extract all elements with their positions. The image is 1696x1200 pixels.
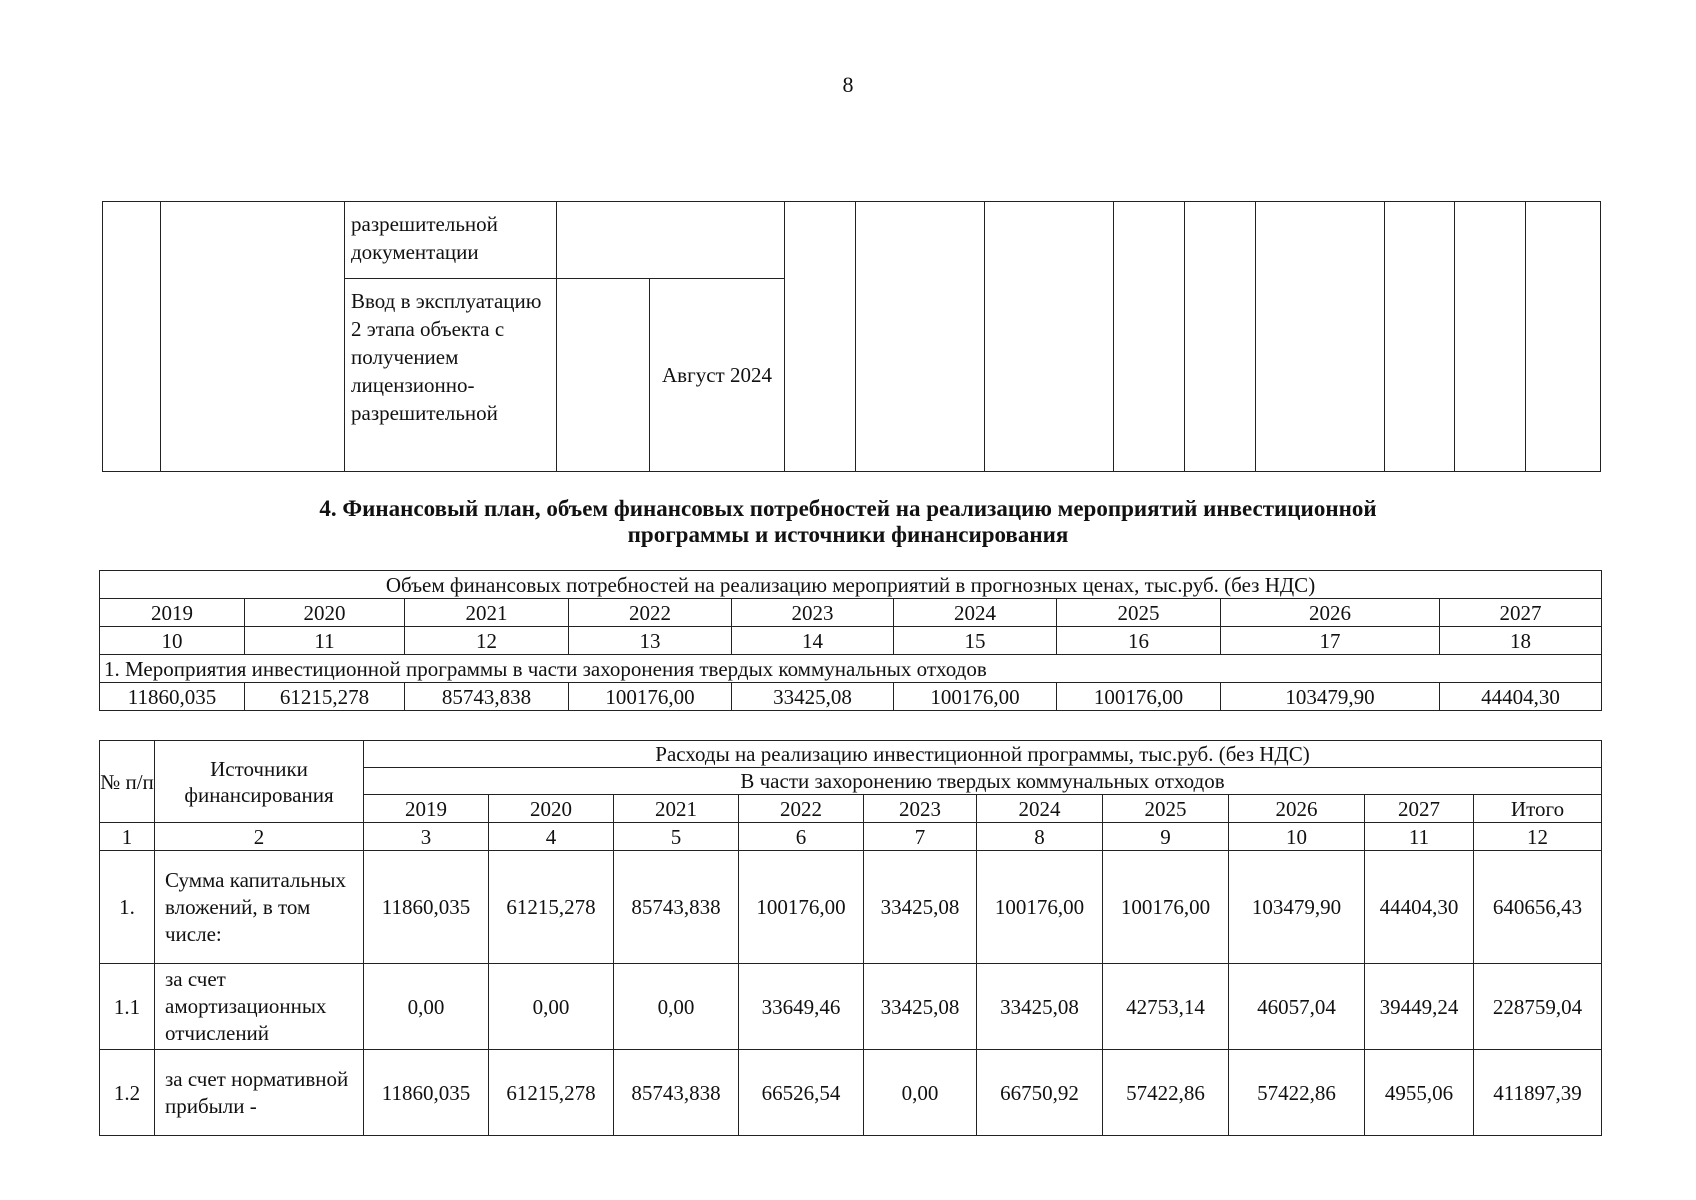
stage-text: Ввод в эксплуатацию 2 этапа объекта с получением лицензионно-разрешительной (345, 279, 557, 472)
year-cell: 2019 (364, 795, 489, 823)
empty-cell (1114, 202, 1185, 472)
total-header: Итого (1474, 795, 1602, 823)
value-cell: 103479,90 (1221, 683, 1440, 711)
stage-text: разрешительной документации (345, 202, 557, 279)
year-cell: 2026 (1221, 599, 1440, 627)
year-cell: 2026 (1229, 795, 1365, 823)
value-cell: 4955,06 (1365, 1050, 1474, 1136)
column-number: 13 (569, 627, 732, 655)
column-number: 2 (155, 823, 364, 851)
year-cell: 2020 (489, 795, 614, 823)
value-cell: 11860,035 (364, 1050, 489, 1136)
column-number: 17 (1221, 627, 1440, 655)
column-number: 12 (405, 627, 569, 655)
year-cell: 2025 (1057, 599, 1221, 627)
year-cell: 2025 (1103, 795, 1229, 823)
table-row (100, 851, 1602, 964)
column-number: 16 (1057, 627, 1221, 655)
value-cell: 85743,838 (405, 683, 569, 711)
column-number: 10 (1229, 823, 1365, 851)
year-cell: 2024 (894, 599, 1057, 627)
year-cell: 2021 (614, 795, 739, 823)
value-cell: 0,00 (364, 964, 489, 1050)
empty-cell (785, 202, 856, 472)
continuation-table (102, 201, 1601, 472)
value-cell: 44404,30 (1365, 851, 1474, 964)
value-cell: 100176,00 (1103, 851, 1229, 964)
year-cell: 2027 (1440, 599, 1602, 627)
empty-cell (1185, 202, 1256, 472)
year-cell: 2023 (732, 599, 894, 627)
empty-cell (985, 202, 1114, 472)
year-cell: 2022 (569, 599, 732, 627)
column-number: 11 (245, 627, 405, 655)
year-cell: 2024 (977, 795, 1103, 823)
empty-cell (103, 202, 161, 472)
value-cell: 66526,54 (739, 1050, 864, 1136)
empty-cell (1256, 202, 1385, 472)
empty-cell (557, 279, 650, 472)
section-title-line: программы и источники финансирования (627, 522, 1069, 547)
stage-date: Август 2024 (650, 279, 785, 472)
expenses-subheader: В части захоронению твердых коммунальных отходов (364, 768, 1602, 795)
section-title-line: 4. Финансовый план, объем финансовых потребностей на реализацию мероприятий инвестиционной (319, 496, 1377, 521)
value-cell: 33649,46 (739, 964, 864, 1050)
value-cell: 57422,86 (1229, 1050, 1365, 1136)
table-row (100, 1050, 1602, 1136)
source-name: за счет нормативной прибыли - (155, 1050, 364, 1136)
column-number: 7 (864, 823, 977, 851)
value-cell: 61215,278 (489, 1050, 614, 1136)
section-title (0, 496, 1696, 548)
value-cell: 100176,00 (739, 851, 864, 964)
table-row (100, 964, 1602, 1050)
source-name: Сумма капитальных вложений, в том числе: (155, 851, 364, 964)
value-cell: 61215,278 (489, 851, 614, 964)
needs-header: Объем финансовых потребностей на реализацию мероприятий в прогнозных ценах, тыс.руб. (без НДС) (100, 571, 1602, 599)
column-number: 11 (1365, 823, 1474, 851)
value-cell: 33425,08 (977, 964, 1103, 1050)
value-cell: 100176,00 (894, 683, 1057, 711)
num-header: № п/п (100, 741, 155, 823)
empty-cell (856, 202, 985, 472)
value-cell: 42753,14 (1103, 964, 1229, 1050)
column-number: 3 (364, 823, 489, 851)
row-number: 1.2 (100, 1050, 155, 1136)
value-cell: 11860,035 (364, 851, 489, 964)
section-row: 1. Мероприятия инвестиционной программы в части захоронения твердых коммунальных отходов (100, 655, 1602, 683)
year-cell: 2022 (739, 795, 864, 823)
value-cell: 85743,838 (614, 851, 739, 964)
row-number: 1. (100, 851, 155, 964)
year-cell: 2027 (1365, 795, 1474, 823)
year-cell: 2021 (405, 599, 569, 627)
column-number: 15 (894, 627, 1057, 655)
value-cell: 100176,00 (977, 851, 1103, 964)
expenses-header: Расходы на реализацию инвестиционной программы, тыс.руб. (без НДС) (364, 741, 1602, 768)
column-number: 9 (1103, 823, 1229, 851)
value-cell: 11860,035 (100, 683, 245, 711)
year-cell: 2019 (100, 599, 245, 627)
column-number: 1 (100, 823, 155, 851)
value-cell: 85743,838 (614, 1050, 739, 1136)
value-cell: 33425,08 (864, 851, 977, 964)
column-number: 10 (100, 627, 245, 655)
value-cell: 103479,90 (1229, 851, 1365, 964)
value-cell: 61215,278 (245, 683, 405, 711)
empty-cell (1455, 202, 1526, 472)
total-cell: 640656,43 (1474, 851, 1602, 964)
funding-sources-table (99, 740, 1602, 1136)
column-number: 18 (1440, 627, 1602, 655)
value-cell: 0,00 (864, 1050, 977, 1136)
total-cell: 228759,04 (1474, 964, 1602, 1050)
value-cell: 100176,00 (1057, 683, 1221, 711)
column-number: 12 (1474, 823, 1602, 851)
value-cell: 33425,08 (732, 683, 894, 711)
column-number: 6 (739, 823, 864, 851)
source-name: за счет амортизационных отчислений (155, 964, 364, 1050)
empty-cell (161, 202, 345, 472)
financial-needs-table (99, 570, 1602, 711)
source-header: Источники финансирования (155, 741, 364, 823)
empty-cell (557, 202, 785, 279)
page-number: 8 (842, 72, 854, 97)
value-cell: 0,00 (489, 964, 614, 1050)
column-number: 5 (614, 823, 739, 851)
value-cell: 44404,30 (1440, 683, 1602, 711)
value-cell: 57422,86 (1103, 1050, 1229, 1136)
value-cell: 39449,24 (1365, 964, 1474, 1050)
value-cell: 100176,00 (569, 683, 732, 711)
column-number: 8 (977, 823, 1103, 851)
value-cell: 46057,04 (1229, 964, 1365, 1050)
total-cell: 411897,39 (1474, 1050, 1602, 1136)
row-number: 1.1 (100, 964, 155, 1050)
column-number: 14 (732, 627, 894, 655)
value-cell: 0,00 (614, 964, 739, 1050)
value-cell: 66750,92 (977, 1050, 1103, 1136)
column-number: 4 (489, 823, 614, 851)
year-cell: 2023 (864, 795, 977, 823)
year-cell: 2020 (245, 599, 405, 627)
empty-cell (1526, 202, 1601, 472)
value-cell: 33425,08 (864, 964, 977, 1050)
empty-cell (1385, 202, 1455, 472)
